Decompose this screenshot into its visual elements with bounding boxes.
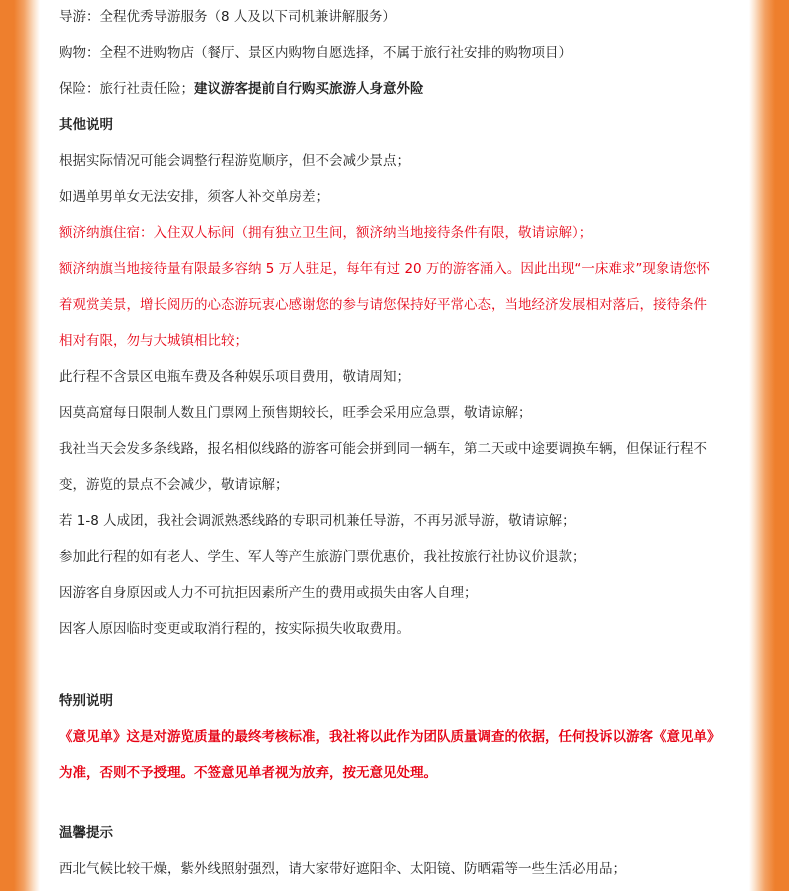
other-note-1: 根据实际情况可能会调整行程游览顺序，但不会减少景点； xyxy=(59,153,410,169)
other-note-6: 相对有限，勿与大城镇相比较； xyxy=(59,333,248,349)
shopping-line xyxy=(59,43,572,63)
insurance-text: 旅行社责任险； xyxy=(99,81,194,97)
other-note-9: 我社当天会发多条线路，报名相似线路的游客可能会拼到同一辆车，第二天或中途要调换车辆，但保证行程不 xyxy=(59,441,707,457)
other-note-2: 如遇单男单女无法安排，须客人补交单房差； xyxy=(59,189,329,205)
other-note-4: 额济纳旗当地接待量有限最多容纳 5 万人驻足，每年有过 20 万的游客涌入。因此出现“一床难求”现象请您怀 xyxy=(59,261,710,277)
guide-text: 全程优秀导游服务（8 人及以下司机兼讲解服务） xyxy=(99,9,396,25)
insurance-advice: 建议游客提前自行购买旅游人身意外险 xyxy=(194,81,424,97)
other-notes-heading: 其他说明 xyxy=(59,117,113,133)
other-note-13: 因游客自身原因或人力不可抗拒因素所产生的费用或损失由客人自理； xyxy=(59,585,478,601)
other-note-11: 若 1-8 人成团，我社会调派熟悉线路的专职司机兼任导游，不再另派导游，敬请谅解； xyxy=(59,513,576,529)
special-note-1: 《意见单》这是对游览质量的最终考核标准，我社将以此作为团队质量调查的依据，任何投诉以游客《意见单》 xyxy=(59,729,721,745)
other-note-8: 因莫高窟每日限制人数且门票网上预售期较长，旺季会采用应急票，敬请谅解； xyxy=(59,405,532,421)
other-note-12: 参加此行程的如有老人、学生、军人等产生旅游门票优惠价，我社按旅行社协议价退款； xyxy=(59,549,586,565)
insurance-line xyxy=(59,79,424,99)
insurance-label: 保险： xyxy=(59,81,100,97)
tip-1: 西北气候比较干燥，紫外线照射强烈，请大家带好遮阳伞、太阳镜、防晒霜等一些生活必用品； xyxy=(59,861,626,877)
shopping-text: 全程不进购物店（餐厅、景区内购物自愿选择，不属于旅行社安排的购物项目） xyxy=(99,45,572,61)
other-note-3: 额济纳旗住宿：入住双人标间（拥有独立卫生间，额济纳当地接待条件有限，敬请谅解）； xyxy=(59,225,593,241)
shopping-label: 购物： xyxy=(59,45,100,61)
tips-heading: 温馨提示 xyxy=(59,825,113,841)
guide-line xyxy=(59,7,396,27)
left-orange-border xyxy=(0,0,40,891)
right-orange-border xyxy=(749,0,789,891)
special-notes-heading: 特别说明 xyxy=(59,693,113,709)
other-note-7: 此行程不含景区电瓶车费及各种娱乐项目费用，敬请周知； xyxy=(59,369,410,385)
guide-label: 导游： xyxy=(59,9,100,25)
other-note-5: 着观赏美景，增长阅历的心态游玩衷心感谢您的参与请您保持好平常心态，当地经济发展相对落后，接待条件 xyxy=(59,297,707,313)
special-note-2: 为准，否则不予授理。不签意见单者视为放弃，按无意见处理。 xyxy=(59,765,437,781)
other-note-10: 变，游览的景点不会减少，敬请谅解； xyxy=(59,477,289,493)
other-note-14: 因客人原因临时变更或取消行程的，按实际损失收取费用。 xyxy=(59,621,410,637)
